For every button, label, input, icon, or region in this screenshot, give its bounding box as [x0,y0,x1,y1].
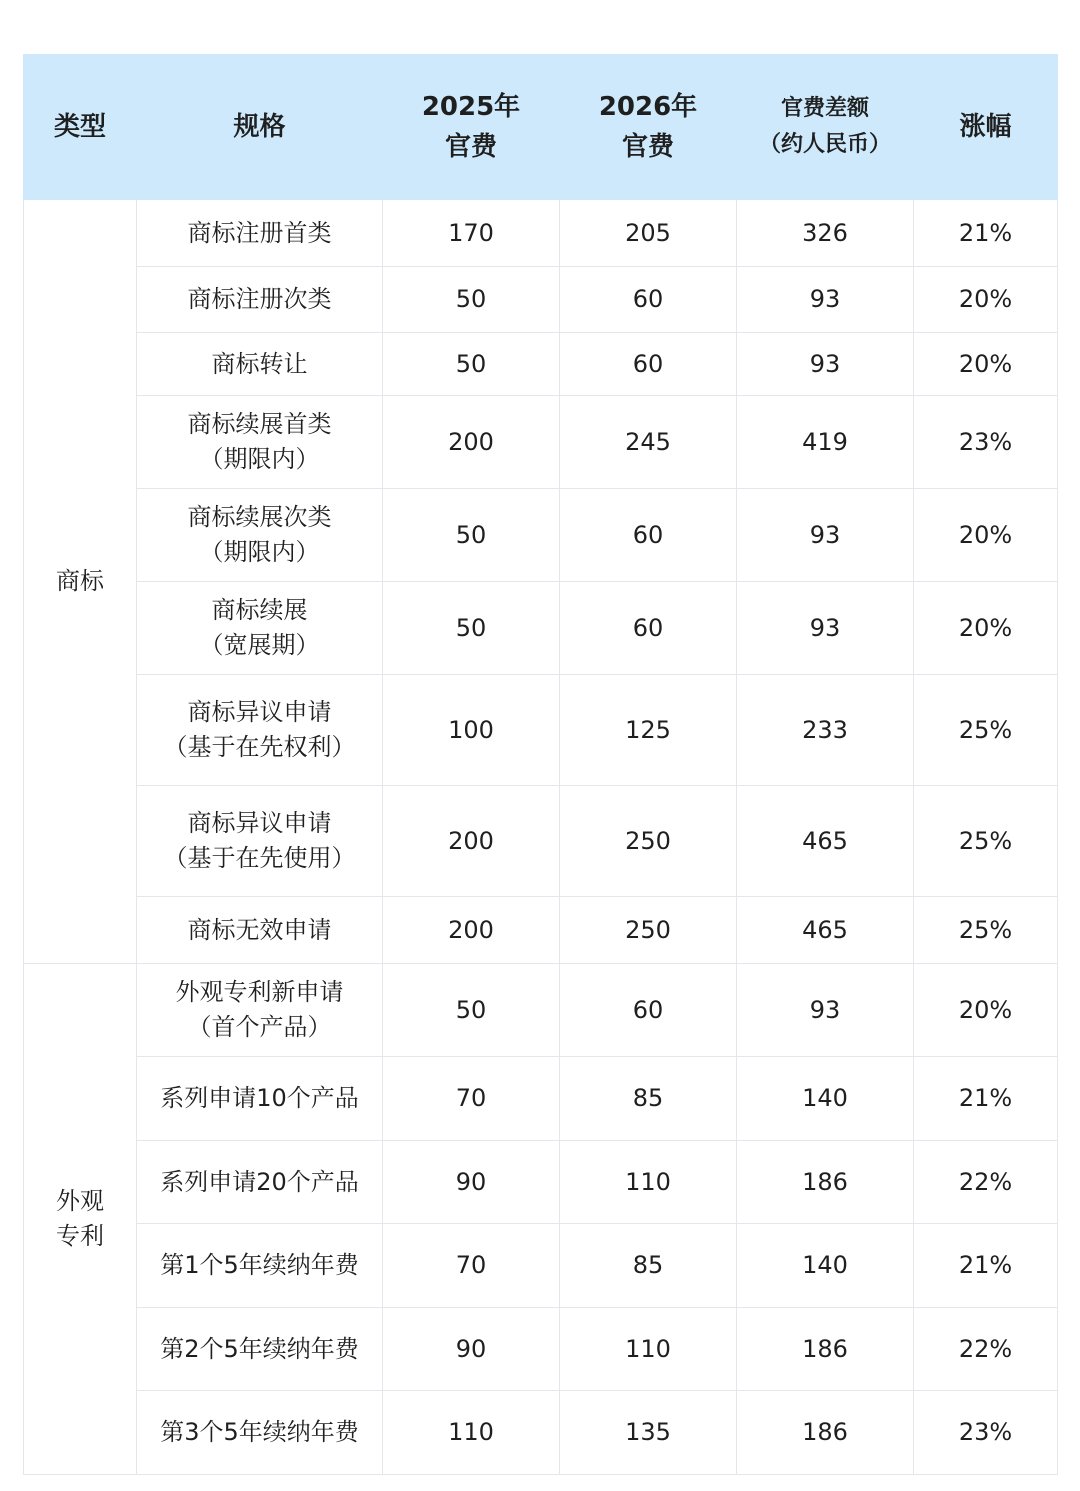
spec-label: 商标异议申请 [187,698,332,726]
diff-cell: 93 [737,489,914,582]
spec-cell [137,267,383,333]
diff-cell: 93 [737,582,914,675]
spec-cell [137,964,383,1057]
diff-cell: 140 [737,1057,914,1141]
header-type: 类型 [24,55,137,200]
spec-cell [137,1224,383,1308]
diff-cell: 93 [737,964,914,1057]
table-row [24,1391,1058,1475]
spec-cell [137,897,383,964]
spec-label: 商标续展 [211,596,308,624]
rise-cell: 20% [914,333,1058,396]
category-cell [24,200,137,964]
table-row [24,333,1058,396]
fee2025-cell: 110 [383,1391,560,1475]
table-row [24,897,1058,964]
header-diff-line1: 官费差额 [780,96,869,121]
spec-label: 系列申请10个产品 [160,1084,359,1112]
header-diff-line2: （约人民币） [758,132,891,157]
spec-label: 商标续展首类 [187,410,332,438]
fee2025-cell: 200 [383,396,560,489]
spec-label: 第2个5年续纳年费 [160,1334,359,1363]
spec-label: （首个产品） [187,1013,332,1041]
rise-cell: 25% [914,897,1058,964]
header-fee-2025-line2: 官费 [444,132,497,162]
fee2026-cell: 85 [560,1224,737,1308]
spec-cell [137,582,383,675]
category-label: 专利 [56,1222,104,1250]
header-fee-2026-line1: 2026年 [598,92,698,122]
fee2025-cell: 70 [383,1224,560,1308]
spec-label: 商标异议申请 [187,809,332,837]
header-fee-2026-line2: 官费 [621,132,674,162]
rise-cell: 21% [914,200,1058,267]
fee2025-cell: 70 [383,1057,560,1141]
table-row [24,396,1058,489]
spec-label: 外观专利新申请 [175,978,344,1006]
fee2025-cell: 50 [383,964,560,1057]
header-fee-2026 [560,55,737,200]
fee2025-cell: 100 [383,675,560,786]
fee2025-cell: 50 [383,333,560,396]
header-rise: 涨幅 [914,55,1058,200]
spec-label: （宽展期） [199,631,320,659]
fee2026-cell: 245 [560,396,737,489]
fee2025-cell: 170 [383,200,560,267]
fee2026-cell: 60 [560,267,737,333]
diff-cell: 233 [737,675,914,786]
fee2025-cell: 50 [383,582,560,675]
spec-label: 商标注册次类 [187,285,332,313]
spec-label: 商标注册首类 [187,218,332,247]
spec-cell [137,333,383,396]
spec-label: （期限内） [199,445,320,473]
table-row [24,786,1058,897]
fee2025-cell: 200 [383,786,560,897]
table-row [24,489,1058,582]
fee2026-cell: 60 [560,582,737,675]
table-row [24,1141,1058,1224]
diff-cell: 186 [737,1391,914,1475]
spec-label: 商标无效申请 [187,915,332,944]
spec-cell [137,1057,383,1141]
spec-cell [137,200,383,267]
spec-label: （期限内） [199,538,320,566]
rise-cell: 22% [914,1308,1058,1391]
spec-cell [137,1391,383,1475]
spec-cell [137,786,383,897]
rise-cell: 25% [914,786,1058,897]
diff-cell: 93 [737,333,914,396]
spec-cell [137,675,383,786]
fee2025-cell: 200 [383,897,560,964]
diff-cell: 419 [737,396,914,489]
table-row [24,582,1058,675]
fee2026-cell: 205 [560,200,737,267]
fee2026-cell: 110 [560,1141,737,1224]
header-spec: 规格 [137,55,383,200]
header-fee-2025-line1: 2025年 [421,92,521,122]
fee2026-cell: 135 [560,1391,737,1475]
fee2026-cell: 60 [560,489,737,582]
fee2026-cell: 110 [560,1308,737,1391]
table-row [24,964,1058,1057]
spec-cell [137,1141,383,1224]
fee2026-cell: 60 [560,333,737,396]
diff-cell: 186 [737,1141,914,1224]
header-fee-difference [737,55,914,200]
category-label: 商标 [56,567,104,595]
table-header-row [24,55,1058,200]
table-row [24,1224,1058,1308]
spec-label: 商标续展次类 [187,503,332,531]
table-body [24,200,1058,1475]
spec-label: 商标转让 [211,349,308,378]
diff-cell: 186 [737,1308,914,1391]
spec-label: （基于在先权利） [163,733,356,761]
table-row [24,675,1058,786]
spec-label: （基于在先使用） [163,844,356,872]
fee2026-cell: 125 [560,675,737,786]
spec-label: 系列申请20个产品 [160,1167,359,1196]
rise-cell: 23% [914,1391,1058,1475]
fee-comparison-table [23,54,1058,1475]
diff-cell: 93 [737,267,914,333]
rise-cell: 20% [914,489,1058,582]
fee2025-cell: 90 [383,1308,560,1391]
fee2025-cell: 50 [383,267,560,333]
diff-cell: 465 [737,897,914,964]
fee2026-cell: 85 [560,1057,737,1141]
rise-cell: 21% [914,1224,1058,1308]
spec-label: 第3个5年续纳年费 [160,1418,359,1446]
fee2025-cell: 90 [383,1141,560,1224]
fee2026-cell: 250 [560,897,737,964]
rise-cell: 25% [914,675,1058,786]
category-label: 外观 [56,1187,104,1215]
table-row [24,200,1058,267]
rise-cell: 20% [914,267,1058,333]
spec-label: 第1个5年续纳年费 [160,1251,359,1279]
rise-cell: 22% [914,1141,1058,1224]
rise-cell: 21% [914,1057,1058,1141]
rise-cell: 20% [914,582,1058,675]
header-fee-2025 [383,55,560,200]
diff-cell: 465 [737,786,914,897]
category-cell [24,964,137,1475]
table-row [24,267,1058,333]
fee2026-cell: 250 [560,786,737,897]
table-row [24,1057,1058,1141]
spec-cell [137,396,383,489]
fee2025-cell: 50 [383,489,560,582]
diff-cell: 326 [737,200,914,267]
rise-cell: 23% [914,396,1058,489]
spec-cell [137,489,383,582]
fee2026-cell: 60 [560,964,737,1057]
rise-cell: 20% [914,964,1058,1057]
table-row [24,1308,1058,1391]
diff-cell: 140 [737,1224,914,1308]
spec-cell [137,1308,383,1391]
